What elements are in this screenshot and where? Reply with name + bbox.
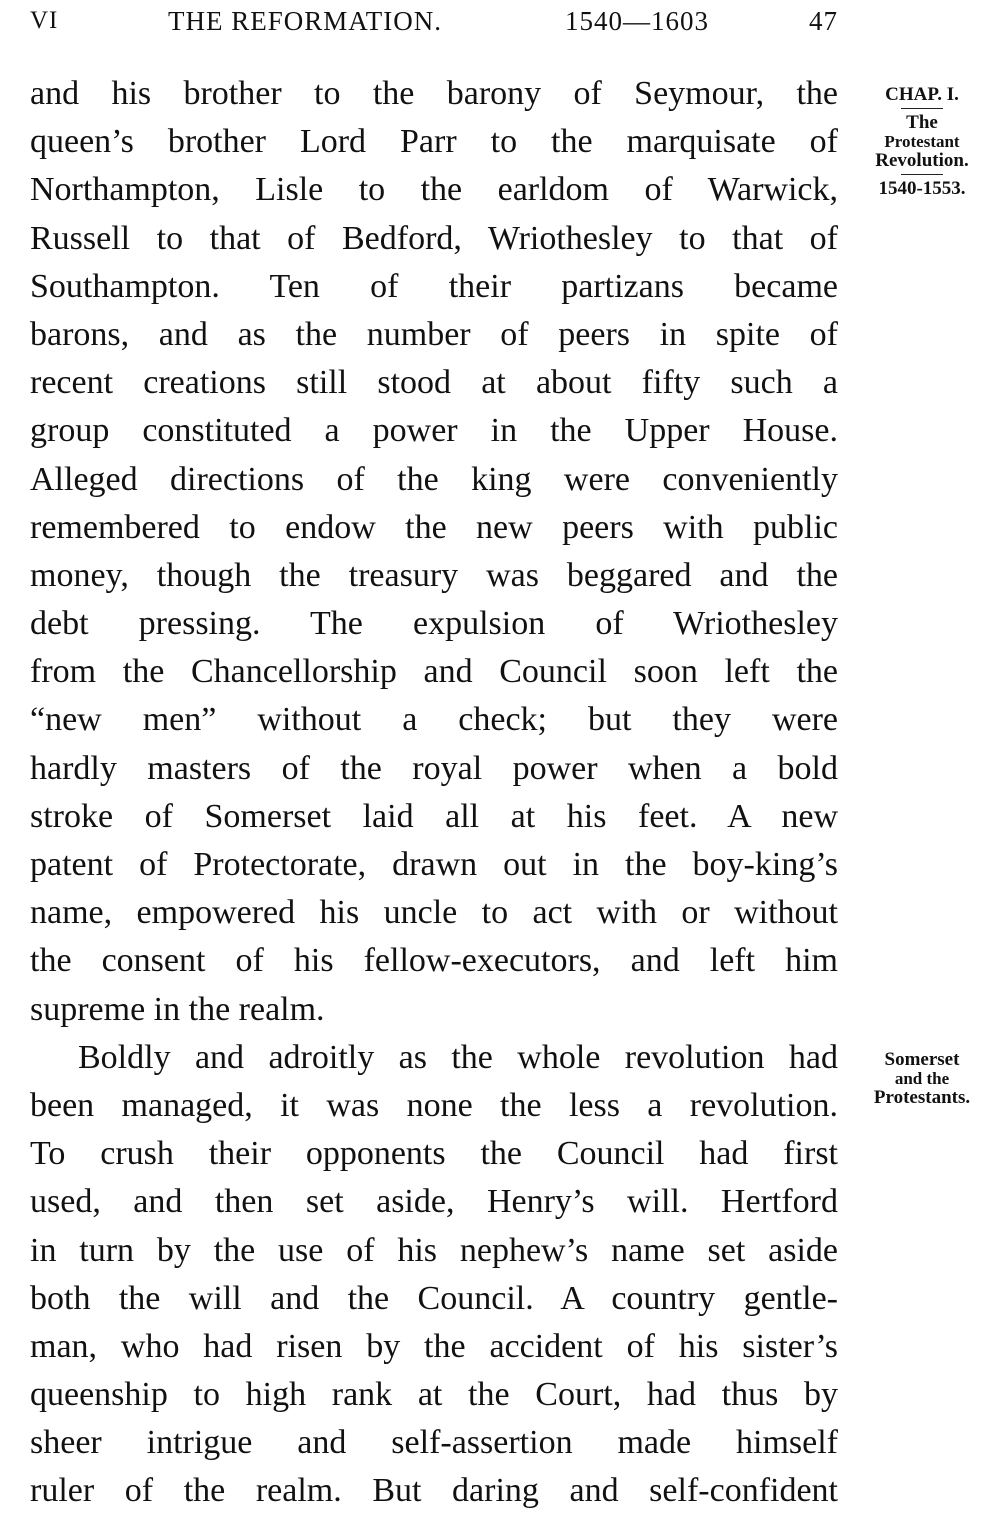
text-line: Northampton, Lisle to the earldom of Warwick, <box>30 171 838 209</box>
running-header <box>30 6 838 36</box>
text-line: “new men” without a check; but they were <box>30 701 838 739</box>
sidenote-protestant: Protestant <box>884 132 960 151</box>
text-line: supreme in the realm. <box>30 990 325 1028</box>
text-line: Southampton. Ten of their partizans became <box>30 267 838 305</box>
text-line: ruler of the realm. But daring and self-confident <box>30 1472 838 1510</box>
text-line: queen’s brother Lord Parr to the marquisate of <box>30 123 838 161</box>
header-dates: 1540—1603 <box>565 6 709 36</box>
text-line: the consent of his fellow-executors, and left him <box>30 942 838 980</box>
sidenote-years: 1540-1553. <box>878 178 966 199</box>
sidenote-protestants: Protestants. <box>873 1087 971 1108</box>
text-line: barons, and as the number of peers in spite of <box>30 315 838 353</box>
text-line: name, empowered his uncle to act with or without <box>30 894 838 932</box>
body-text <box>30 70 838 1516</box>
text-line: both the will and the Council. A country gentle- <box>30 1279 838 1317</box>
text-line: and his brother to the barony of Seymour, the <box>30 75 838 112</box>
chapter-number: VI <box>30 7 59 34</box>
text-line: stroke of Somerset laid all at his feet. A new <box>30 797 838 835</box>
text-line: queenship to high rank at the Court, had thus by <box>30 1376 838 1414</box>
text-line: Alleged directions of the king were conveniently <box>30 460 838 498</box>
text-line: man, who had risen by the accident of his sister’s <box>30 1327 838 1365</box>
sidenote-somerset <box>848 1049 996 1109</box>
sidenote-the: The <box>906 112 938 133</box>
text-line: hardly masters of the royal power when a bold <box>30 749 838 787</box>
sidenote-chapter <box>848 84 996 200</box>
sidenote-and-the: and the <box>894 1069 950 1088</box>
sidenote-somerset-line: Somerset <box>884 1049 960 1070</box>
text-line: patent of Protectorate, drawn out in the boy-king’s <box>30 846 838 883</box>
text-line: Russell to that of Bedford, Wriothesley to that of <box>30 219 838 257</box>
sidenote-rule <box>901 174 943 175</box>
sidenote-revolution: Revolution. <box>875 150 969 171</box>
text-line: recent creations still stood at about fifty such a <box>30 364 838 402</box>
text-line: To crush their opponents the Council had first <box>30 1135 838 1173</box>
text-line: been managed, it was none the less a revolution. <box>30 1086 838 1124</box>
text-line: remembered to endow the new peers with public <box>30 508 838 546</box>
sidenote-rule <box>901 108 943 109</box>
text-line: group constituted a power in the Upper House. <box>30 412 838 450</box>
text-line: debt pressing. The expulsion of Wriothesley <box>30 605 838 643</box>
text-line: from the Chancellorship and Council soon left the <box>30 653 838 691</box>
text-line: money, though the treasury was beggared and the <box>30 556 838 594</box>
text-line: Boldly and adroitly as the whole revolution had <box>78 1038 838 1076</box>
text-line: in turn by the use of his nephew’s name set aside <box>30 1231 838 1269</box>
text-line: sheer intrigue and self-assertion made himself <box>30 1424 838 1462</box>
page-number: 47 <box>809 6 838 36</box>
book-title: THE REFORMATION. <box>168 6 443 36</box>
text-line: used, and then set aside, Henry’s will. Hertford <box>30 1183 838 1221</box>
sidenote-chap-label: CHAP. I. <box>885 84 959 105</box>
